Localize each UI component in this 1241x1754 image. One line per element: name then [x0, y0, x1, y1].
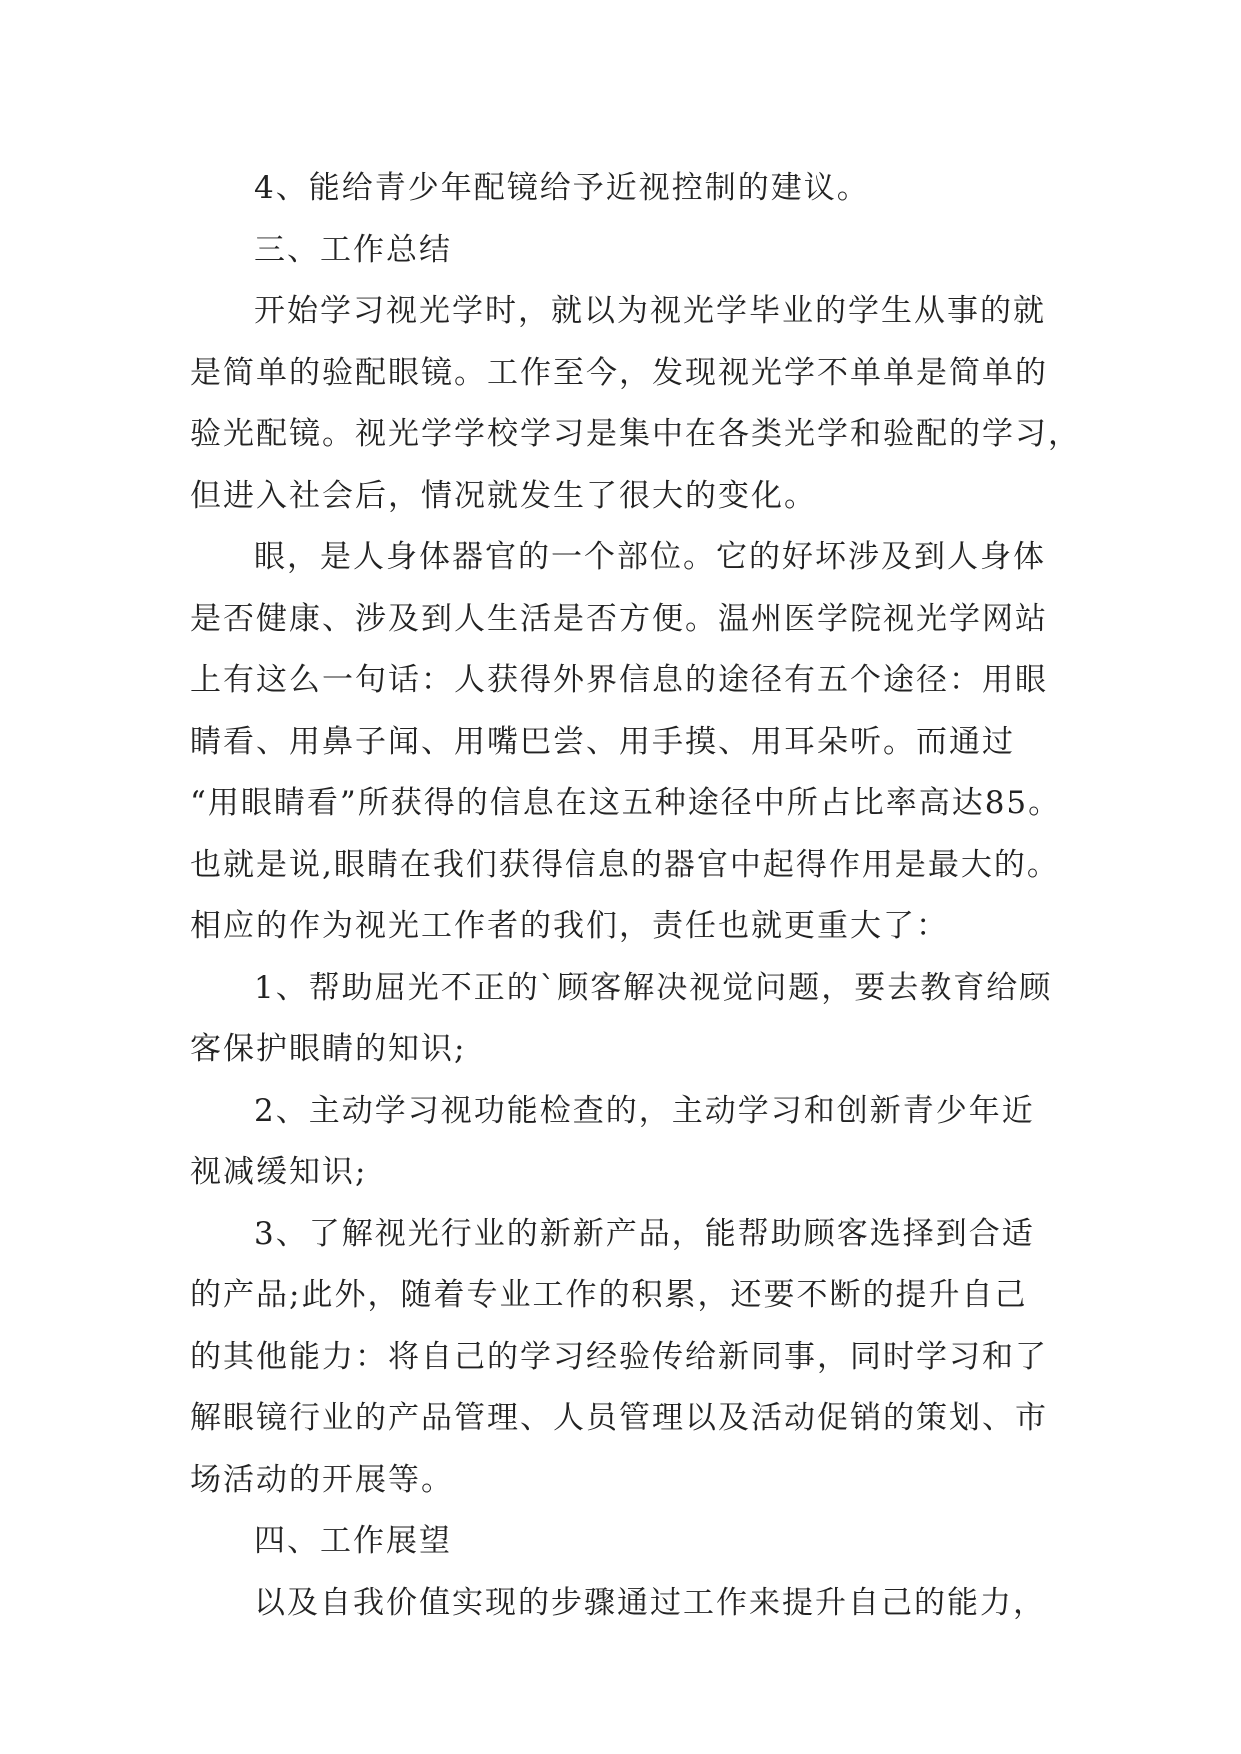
- text-line: 相应的作为视光工作者的我们，责任也就更重大了：: [190, 908, 949, 944]
- text-line: 上有这么一句话：人获得外界信息的途径有五个途径：用眼: [190, 662, 1048, 698]
- text-line: 4、能给青少年配镜给予近视控制的建议。: [254, 170, 870, 206]
- list-item-line: 3、了解视光行业的新新产品，能帮助顾客选择到合适: [254, 1215, 1035, 1252]
- text-line: 也就是说,眼睛在我们获得信息的器官中起得作用是最大的。: [190, 846, 1060, 883]
- list-item-line: 2、主动学习视功能检查的，主动学习和创新青少年近: [254, 1092, 1035, 1129]
- list-item-line: 解眼镜行业的产品管理、人员管理以及活动促销的策划、市: [190, 1400, 1048, 1436]
- list-item-line: 客保护眼睛的知识;: [190, 1031, 467, 1067]
- section-heading: 四、工作展望: [254, 1523, 452, 1559]
- list-item-line: 视减缓知识;: [190, 1154, 368, 1190]
- list-item-line: 场活动的开展等。: [190, 1461, 454, 1498]
- document-body: [190, 158, 1081, 1634]
- text-line: 验光配镜。视光学学校学习是集中在各类光学和验配的学习，: [190, 416, 1081, 452]
- list-item-line: 的其他能力：将自己的学习经验传给新同事，同时学习和了: [190, 1338, 1048, 1375]
- text-line: 睛看、用鼻子闻、用嘴巴尝、用手摸、用耳朵听。而通过: [190, 723, 1015, 760]
- list-item-line: 1、帮助屈光不正的`顾客解决视觉问题，要去教育给顾: [254, 969, 1053, 1006]
- text-line: 是简单的验配眼镜。工作至今，发现视光学不单单是简单的: [190, 354, 1048, 391]
- text-line: 但进入社会后，情况就发生了很大的变化。: [190, 477, 817, 514]
- text-line: 眼，是人身体器官的一个部位。它的好坏涉及到人身体: [254, 539, 1046, 575]
- text-line: “用眼睛看”所获得的信息在这五种途径中所占比率高达85。: [190, 785, 1062, 821]
- text-line: 开始学习视光学时，就以为视光学毕业的学生从事的就: [254, 293, 1046, 329]
- text-line: 是否健康、涉及到人生活是否方便。温州医学院视光学网站: [190, 600, 1048, 637]
- section-heading: 三、工作总结: [254, 231, 452, 268]
- text-line: 以及自我价值实现的步骤通过工作来提升自己的能力，: [254, 1584, 1046, 1621]
- list-item-line: 的产品;此外，随着专业工作的积累，还要不断的提升自己: [190, 1277, 1028, 1313]
